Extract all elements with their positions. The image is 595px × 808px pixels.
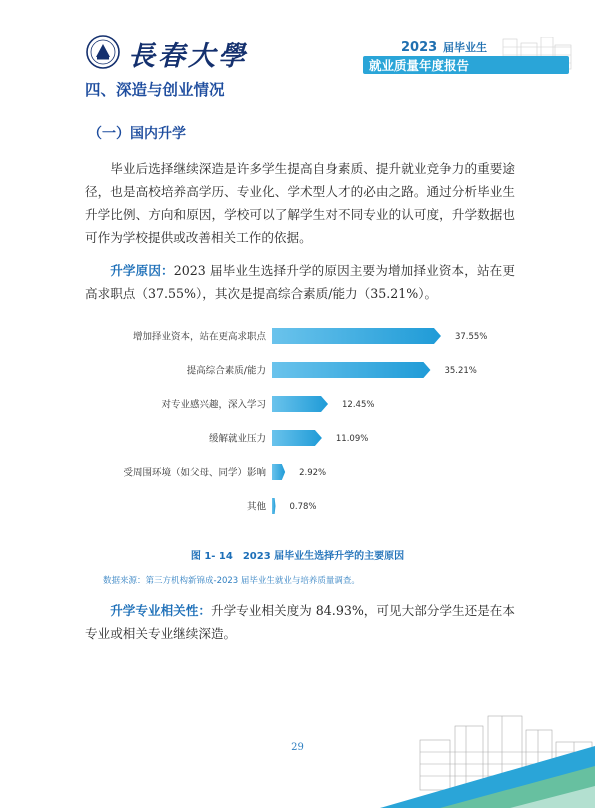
bar [272, 464, 285, 480]
reason-lead: 升学原因： [110, 263, 174, 278]
intro-paragraph: 毕业后选择继续深造是许多学生提高自身素质、提升就业竞争力的重要途径，也是高校培养高学历、专业化、学术型人才的必由之路。通过分析毕业生升学比例、方向和原因，学校可以了解学生对不同专业的认可度，升学数据也可作为学校提供或改善相关工作的依据。 [85, 161, 515, 245]
subsection-title: （一）国内升学 [88, 126, 186, 142]
section-title: 四、深造与创业情况 [85, 81, 225, 99]
category-label: 对专业感兴趣，深入学习 [161, 399, 266, 411]
page-number: 29 [291, 742, 304, 753]
value-label: 2.92% [299, 468, 327, 478]
value-label: 37.55% [454, 332, 488, 342]
category-label: 受周围环境（如父母、同学）影响 [123, 467, 266, 479]
reason-text: 2023 届毕业生选择升学的原因主要为增加择业资本，站在更高求职点（37.55%），其次是提高综合素质/能力（35.21%）。 [85, 263, 515, 301]
reasons-bar-chart [86, 320, 526, 530]
bar [272, 362, 430, 378]
banner-year: 2023 [401, 40, 438, 55]
relevance-paragraph [85, 599, 515, 645]
value-label: 12.45% [342, 400, 375, 410]
value-label: 0.78% [289, 502, 317, 512]
relevance-text: 升学专业相关度为 84.93%，可见大部分学生还是在本专业或相关专业继续深造。 [85, 603, 515, 641]
value-label: 11.09% [335, 434, 369, 444]
bar [272, 430, 322, 446]
university-seal-icon [86, 35, 120, 69]
bar [272, 498, 276, 514]
category-label: 缓解就业压力 [208, 433, 266, 445]
campus-illustration [380, 690, 595, 808]
category-label: 增加择业资本，站在更高求职点 [132, 331, 266, 343]
university-logo-text: 長春大學 [128, 41, 248, 72]
reason-paragraph [85, 259, 515, 305]
banner-line2: 就业质量年度报告 [369, 58, 470, 73]
report-banner [363, 37, 575, 83]
category-label: 提高综合素质/能力 [186, 365, 266, 377]
figure-caption: 图 1- 14 2023 届毕业生选择升学的主要原因 [190, 551, 405, 562]
category-label: 其他 [246, 501, 266, 513]
bar [272, 328, 441, 344]
data-source: 数据来源：第三方机构新锦成-2023 届毕业生就业与培养质量调查。 [103, 576, 360, 586]
banner-line1: 届毕业生 [443, 41, 487, 54]
relevance-lead: 升学专业相关性： [110, 603, 211, 618]
bar [272, 396, 328, 412]
value-label: 35.21% [444, 366, 477, 376]
